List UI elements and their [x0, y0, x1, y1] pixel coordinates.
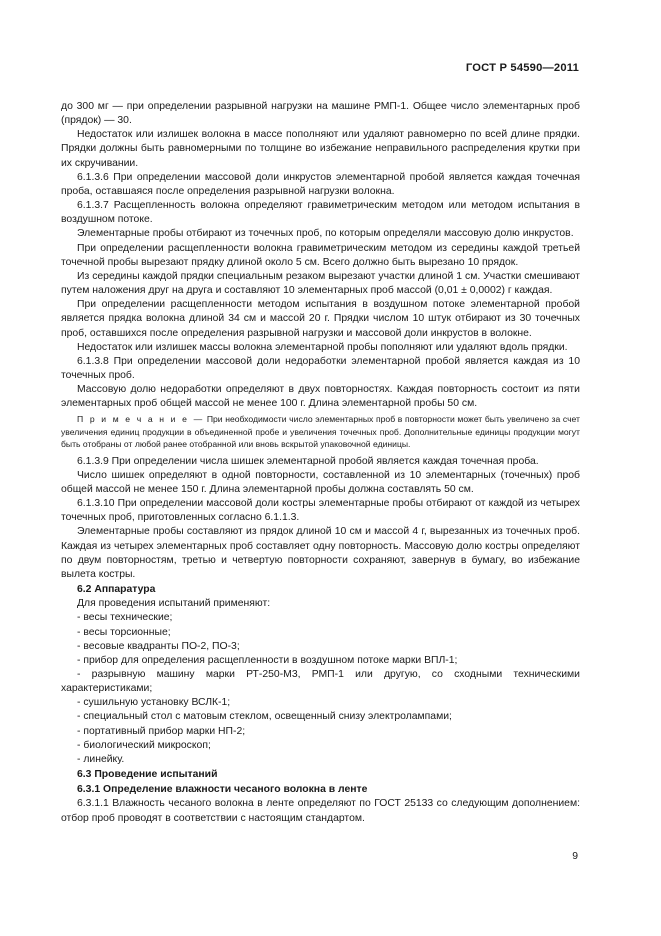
paragraph: Число шишек определяют в одной повторности, составленной из 10 элементарных (точечных) проб общей массой не менее 150 г. Длина элементарной пробы должна составлять 50 см. [61, 469, 580, 495]
list-item: - биологический микроскоп; [77, 739, 211, 751]
paragraph: Недостаток или излишек волокна в массе пополняют или удаляют равномерно по всей длине прядки. Прядки должны быть равномерными по толщине во избежание неправильного распределения крутки при их скручивании. [61, 129, 580, 169]
section-heading-6-2: 6.2 Аппаратура [77, 584, 156, 596]
list-item: - весовые квадранты ПО-2, ПО-3; [77, 640, 240, 652]
list-item: - весы торсионные; [77, 626, 171, 638]
list-item: - линейку. [77, 753, 125, 765]
note-text: При необходимости число элементарных проб в повторности может быть увеличено за счет увеличения единиц продукции в объединенной пробе и увеличения точечных проб. Дополнительные единицы продукции могут быть отобраны от любой ранее отобранной или вновь вскрытой упаковочной единицы. [61, 414, 580, 450]
section-intro: Для проведения испытаний применяют: [77, 598, 271, 610]
paragraph: 6.1.3.6 При определении массовой доли инкрустов элементарной пробой является каждая точечная проба, оставшаяся после определения разрывной нагрузки волокна. [61, 171, 580, 197]
subsection-heading-6-3-1: 6.3.1 Определение влажности чесаного волокна в ленте [77, 784, 368, 796]
list-item: - весы технические; [77, 612, 173, 624]
paragraph: 6.1.3.9 При определении числа шишек элементарной пробой является каждая точечная проба. [77, 455, 539, 467]
standard-header: ГОСТ Р 54590—2011 [465, 62, 579, 74]
list-item: - портативный прибор марки НП-2; [77, 725, 246, 737]
note-label: П р и м е ч а н и е — [77, 414, 205, 425]
page-content [61, 100, 580, 826]
list-item: - специальный стол с матовым стеклом, освещенный снизу электролампами; [77, 711, 452, 723]
paragraph: 6.3.1.1 Влажность чесаного волокна в ленте определяют по ГОСТ 25133 со следующим дополнением: отбор проб проводят в соответствии с настоящим стандартом. [61, 798, 580, 824]
paragraph: При определении расщепленности методом испытания в воздушном потоке элементарной пробой является прядка волокна длиной 34 см и массой 20 г. Прядки числом 10 штук отбирают из 30 точечных проб, оставшихся после определения разрывной нагрузки и массовой доли инкрустов в волокне. [61, 299, 580, 339]
paragraph: 6.1.3.7 Расщепленность волокна определяют гравиметрическим методом или методом испытания в воздушном потоке. [61, 200, 580, 226]
list-item: - разрывную машину марки РТ-250-М3, РМП-1 или другую, со сходными техническими характеристиками; [61, 669, 580, 695]
list-item: - сушильную установку ВСЛК-1; [77, 697, 231, 709]
page-number: 9 [572, 851, 578, 862]
paragraph: Элементарные пробы составляют из прядок длиной 10 см и массой 4 г, вырезанных из точечных проб. Каждая из четырех элементарных проб составляет одну повторность. Массовую долю костры определяют по двум повторностям, третью и четвертую повторности сохраняют, завернув в бумагу, во избежание вылета костры. [61, 526, 580, 580]
section-heading-6-3: 6.3 Проведение испытаний [77, 769, 218, 781]
paragraph: 6.1.3.8 При определении массовой доли недоработки элементарной пробой является каждая из 10 точечных проб. [61, 355, 580, 381]
paragraph: Массовую долю недоработки определяют в двух повторностях. Каждая повторность состоит из пяти элементарных проб общей массой не менее 100 г. Длина элементарной пробы 50 см. [61, 384, 580, 410]
note [61, 413, 580, 450]
paragraph: Недостаток или излишек массы волокна элементарной пробы пополняют или удаляют вдоль прядки. [77, 341, 568, 353]
paragraph: до 300 мг — при определении разрывной нагрузки на машине РМП-1. Общее число элементарных проб (прядок) — 30. [61, 101, 580, 127]
paragraph: Из середины каждой прядки специальным резаком вырезают участки длиной 1 см. Участки смешивают путем наложения друг на друга и составляют 10 элементарных проб массой (0,01 ± 0,0002) г каждая. [61, 270, 580, 297]
list-item: - прибор для определения расщепленности в воздушном потоке марки ВПЛ-1; [77, 654, 458, 666]
paragraph: 6.1.3.10 При определении массовой доли костры элементарные пробы отбирают от каждой из четырех точечных проб, приготовленных согласно 6.1.1.3. [61, 498, 580, 524]
paragraph: Элементарные пробы отбирают из точечных проб, по которым определяли массовую долю инкрустов. [77, 228, 574, 240]
paragraph: При определении расщепленности волокна гравиметрическим методом из середины каждой третьей точечной пробы вырезают прядку длиной около 5 см. Всего должно быть вырезано 10 прядок. [61, 242, 580, 268]
